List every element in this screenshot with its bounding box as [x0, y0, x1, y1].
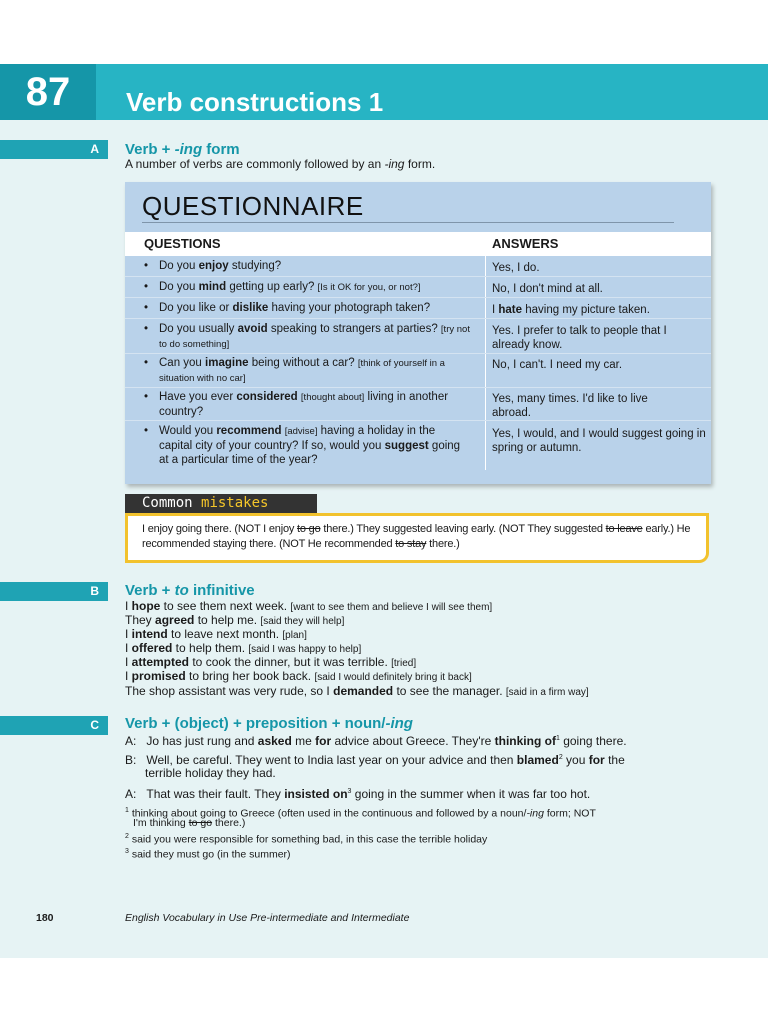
section-a-intro: A number of verbs are commonly followed by an -ing form.: [125, 157, 436, 171]
questionnaire-header: [125, 232, 711, 256]
section-b-line: I attempted to cook the dinner, but it was terrible. [tried]: [125, 655, 417, 669]
unit-number: 87: [25, 70, 71, 114]
section-b-line: They agreed to help me. [said they will help]: [125, 613, 345, 627]
section-b-line: The shop assistant was very rude, so I demanded to see the manager. [said in a firm way]: [125, 684, 589, 698]
section-b-line: I promised to bring her book back. [said I would definitely bring it back]: [125, 669, 472, 683]
row-separator: [125, 387, 711, 388]
section-c-tab: C: [0, 716, 108, 735]
row-separator: [125, 353, 711, 354]
section-b-line: I hope to see them next week. [want to see them and believe I will see them]: [125, 599, 493, 613]
section-b-title: Verb + to infinitive: [125, 582, 255, 599]
dialog-line-a2: A: That was their fault. They insisted $on^3$ going in the summer when it was far too hot.: [125, 787, 591, 801]
book-title: English Vocabulary in Use Pre-intermediate and Intermediate: [125, 912, 410, 924]
common-mistakes-text: I enjoy going there. (NOT I enjoy to go there.) They suggested leaving early. (NOT They suggested to leave early.) He recommended staying there. (NOT He recommended to stay there.): [142, 523, 691, 550]
footnote-1: $^1$ thinking about going to Greece (often used in the continuous and followed by a noun/-ing form; NOT: [125, 807, 596, 820]
page-number: 180: [36, 912, 54, 924]
questionnaire-title: QUESTIONNAIRE: [142, 191, 364, 221]
footnote-3: $^3$ said they must go (in the summer): [125, 848, 291, 861]
row-separator: [125, 420, 711, 421]
unit-title: Verb constructions 1: [126, 87, 384, 117]
box-top-border: [125, 513, 709, 516]
dialog-line-b1: B: Well, be careful. They went to India last year on your advice and then blamed$^2$ you for the: [125, 753, 625, 767]
column-divider: [485, 232, 486, 470]
questionnaire: QUESTIONNAIRE QUESTIONS ANSWERS • Do you enjoy studying? Yes, I do. • Do you mind getting up early? [Is it OK for you, or not?] No, I don't mind at all. • Do you like or dislike having your photograph taken? I hate having my picture taken. • Do you usually avoid speaking to strangers at parties? [try not to do something] Yes. I prefer to talk to people that I already know. • Can you imagine being without a car? [think of yourself in a situation with no car] No, I can't. I need my car. • Have you ever considered [thought about] living in another country? Yes, many times. I'd like to live abroad. • Would you recommend [advise] having a holiday in the capital city of your country? If so, would you suggest going at a particular time of the year? Yes, I would, and I would suggest going in spring or autumn.: [125, 182, 711, 484]
section-b-tab: B: [0, 582, 108, 601]
section-a-tab: A: [0, 140, 108, 159]
col-answers: ANSWERS: [492, 236, 559, 251]
footnote-2: $^2$ said you were responsible for something bad, in this case the terrible holiday: [125, 833, 488, 846]
section-a-title: Verb + -ing form: [125, 141, 240, 158]
common-mistakes-label: Common mistakes: [125, 494, 317, 513]
header-band: [0, 64, 768, 120]
section-c-title: Verb + (object) + preposition + noun/-ing: [125, 715, 413, 732]
title-rule: [142, 222, 674, 223]
dialog-line-a1: A: Jo has just rung and asked me for advice about Greece. They're thinking $of^1$ going there.: [125, 734, 627, 748]
row-separator: [125, 276, 711, 277]
section-b-line: I intend to leave next month. [plan]: [125, 627, 307, 641]
row-separator: [125, 318, 711, 319]
section-b-line: I offered to help them. [said I was happy to help]: [125, 641, 362, 655]
dialog-line-b1-cont: terrible holiday they had.: [145, 766, 276, 780]
footnote-1-cont: I'm thinking to go there.): [133, 817, 246, 829]
col-questions: QUESTIONS: [144, 236, 221, 251]
row-separator: [125, 297, 711, 298]
